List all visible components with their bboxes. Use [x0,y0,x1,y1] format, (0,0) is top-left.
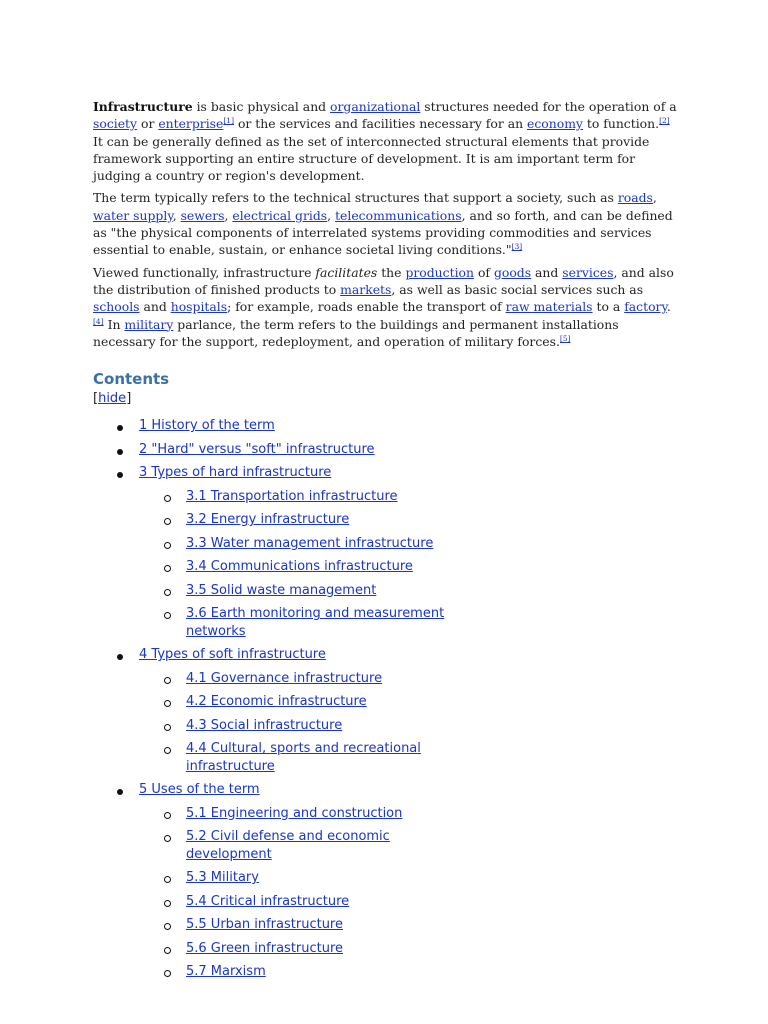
toc-link[interactable]: 4.4 Cultural, sports and recreational infrastructure [186,741,421,774]
toc-link[interactable]: 4.1 Governance infrastructure [186,670,383,686]
text: . [666,299,671,315]
link-goods[interactable]: goods [493,264,532,280]
bullet-circle-icon [164,724,171,731]
text: The term typically refers to the technical structures that support a society, such as [93,190,618,206]
toc-link[interactable]: 3.2 Energy infrastructure [186,512,350,528]
hide-contents-link[interactable]: hide [98,391,127,407]
toc-link[interactable]: 4.2 Economic infrastructure [186,694,367,710]
toc-link[interactable]: 5.5 Urban infrastructure [186,917,343,933]
intro-paragraph [93,98,681,184]
definition-paragraph [93,189,681,258]
bullet-circle-icon [164,565,171,572]
text: and [531,264,563,280]
toc-item [93,869,681,887]
text: parlance, the term refers to the buildings and permanent installations necessary for the support, redeployment, and operation of military forces. [93,316,619,349]
link-raw-materials[interactable]: raw materials [505,299,593,315]
citation-1[interactable]: [1] [223,116,234,126]
text: is basic physical and [192,99,331,114]
bullet-circle-icon [164,495,171,502]
bullet-circle-icon [164,700,171,707]
contents-heading: Contents [93,370,170,389]
text: , and also the distribution of finished products to [93,264,674,297]
toc-link[interactable]: 5.6 Green infrastructure [186,940,344,956]
table-of-contents [93,417,681,981]
link-markets[interactable]: markets [340,281,392,297]
toc-item [93,511,681,529]
toc-item [93,828,681,863]
bullet-circle-icon [164,542,171,549]
text: or the services and facilities necessary for an [234,116,528,132]
contents-toggle [93,389,681,409]
bracket: ] [126,391,132,407]
toc-link[interactable]: 5.4 Critical infrastructure [186,893,350,909]
toc-link[interactable]: 3.6 Earth monitoring and measurement networks [186,606,445,639]
bracket: [ [93,391,99,407]
text: of [474,264,494,280]
bullet-circle-icon [164,677,171,684]
toc-item [93,805,681,823]
bullet-circle-icon [164,923,171,930]
text: or [137,116,159,132]
toc-link[interactable]: 4 Types of soft infrastructure [139,647,326,663]
bullet-disc-icon [117,425,123,431]
function-paragraph [93,264,681,350]
bullet-circle-icon [164,970,171,977]
text: , [172,207,181,223]
bullet-disc-icon [117,449,123,455]
toc-item [93,535,681,553]
bullet-circle-icon [164,947,171,954]
bullet-disc-icon [117,472,123,478]
link-services[interactable]: services [562,264,614,280]
link-water-supply[interactable]: water supply [93,207,173,223]
text: ; for example, roads enable the transport of [227,299,506,315]
article-body [93,98,681,987]
bullet-circle-icon [164,900,171,907]
toc-item [93,441,681,459]
toc-link[interactable]: 3.4 Communications infrastructure [186,559,413,575]
toc-item [93,605,681,640]
emphasis-facilitates: facilitates [315,264,378,280]
toc-item [93,417,681,435]
text: It can be generally defined as the set of interconnected structural elements that provide framework supporting an entire structure of development. It is am important term for judging a country or region's development. [93,133,650,184]
bullet-circle-icon [164,612,171,619]
toc-item [93,940,681,958]
toc-link[interactable]: 2 "Hard" versus "soft" infrastructure [139,441,375,457]
link-society[interactable]: society [93,116,138,132]
toc-item [93,582,681,600]
text: , [327,207,336,223]
text: Viewed functionally, infrastructure [93,264,316,280]
text: , [224,207,233,223]
toc-item [93,717,681,735]
toc-item [93,740,681,775]
article-title-term: Infrastructure [93,99,193,114]
toc-link[interactable]: 5.7 Marxism [186,964,266,980]
bullet-circle-icon [164,812,171,819]
link-electrical-grids[interactable]: electrical grids [232,207,328,223]
toc-link[interactable]: 5 Uses of the term [139,782,260,798]
toc-link[interactable]: 3 Types of hard infrastructure [139,465,332,481]
toc-link[interactable]: 3.5 Solid waste management [186,582,377,598]
toc-link[interactable]: 3.1 Transportation infrastructure [186,488,398,504]
toc-link[interactable]: 5.2 Civil defense and economic development [186,829,390,862]
text: , as well as basic social services such as [391,281,644,297]
link-roads[interactable]: roads [617,190,653,206]
link-enterprise[interactable]: enterprise [158,116,224,132]
link-telecommunications[interactable]: telecommunications [335,207,462,223]
bullet-circle-icon [164,518,171,525]
bullet-disc-icon [117,654,123,660]
citation-2[interactable]: [2] [659,116,670,126]
text: and [139,299,171,315]
text: In [103,316,125,332]
bullet-circle-icon [164,747,171,754]
bullet-circle-icon [164,876,171,883]
text: the [377,264,406,280]
toc-link[interactable]: 1 History of the term [139,418,275,434]
toc-item [93,916,681,934]
toc-item [93,893,681,911]
link-schools[interactable]: schools [93,299,140,315]
link-organizational[interactable]: organizational [330,99,421,114]
text: structures needed for the operation of a [420,99,677,114]
citation-4[interactable]: [4] [93,316,104,326]
bullet-circle-icon [164,589,171,596]
link-sewers[interactable]: sewers [180,207,225,223]
toc-item [93,488,681,506]
toc-item [93,963,681,981]
bullet-disc-icon [117,789,123,795]
citation-5[interactable]: [5] [559,333,571,343]
link-production[interactable]: production [405,264,474,280]
citation-3[interactable]: [3] [511,242,523,252]
toc-item [93,464,681,482]
toc-link[interactable]: 3.3 Water management infrastructure [186,535,434,551]
toc-item [93,558,681,576]
link-military[interactable]: military [124,316,174,332]
text: , and so forth, and can be defined as "the physical components of interrelated systems providing commodities and services essential to enable, sustain, or enhance societal living conditions." [93,207,673,258]
toc-item [93,670,681,688]
text: to function. [582,116,660,132]
link-factory[interactable]: factory [624,299,667,315]
toc-link[interactable]: 5.3 Military [186,870,259,886]
bullet-circle-icon [164,835,171,842]
toc-link[interactable]: 4.3 Social infrastructure [186,717,343,733]
toc-item [93,646,681,664]
link-hospitals[interactable]: hospitals [170,299,228,315]
link-economy[interactable]: economy [527,116,583,132]
toc-item [93,781,681,799]
toc-item [93,693,681,711]
text: to a [592,299,625,315]
text: , [652,190,657,206]
toc-link[interactable]: 5.1 Engineering and construction [186,805,403,821]
